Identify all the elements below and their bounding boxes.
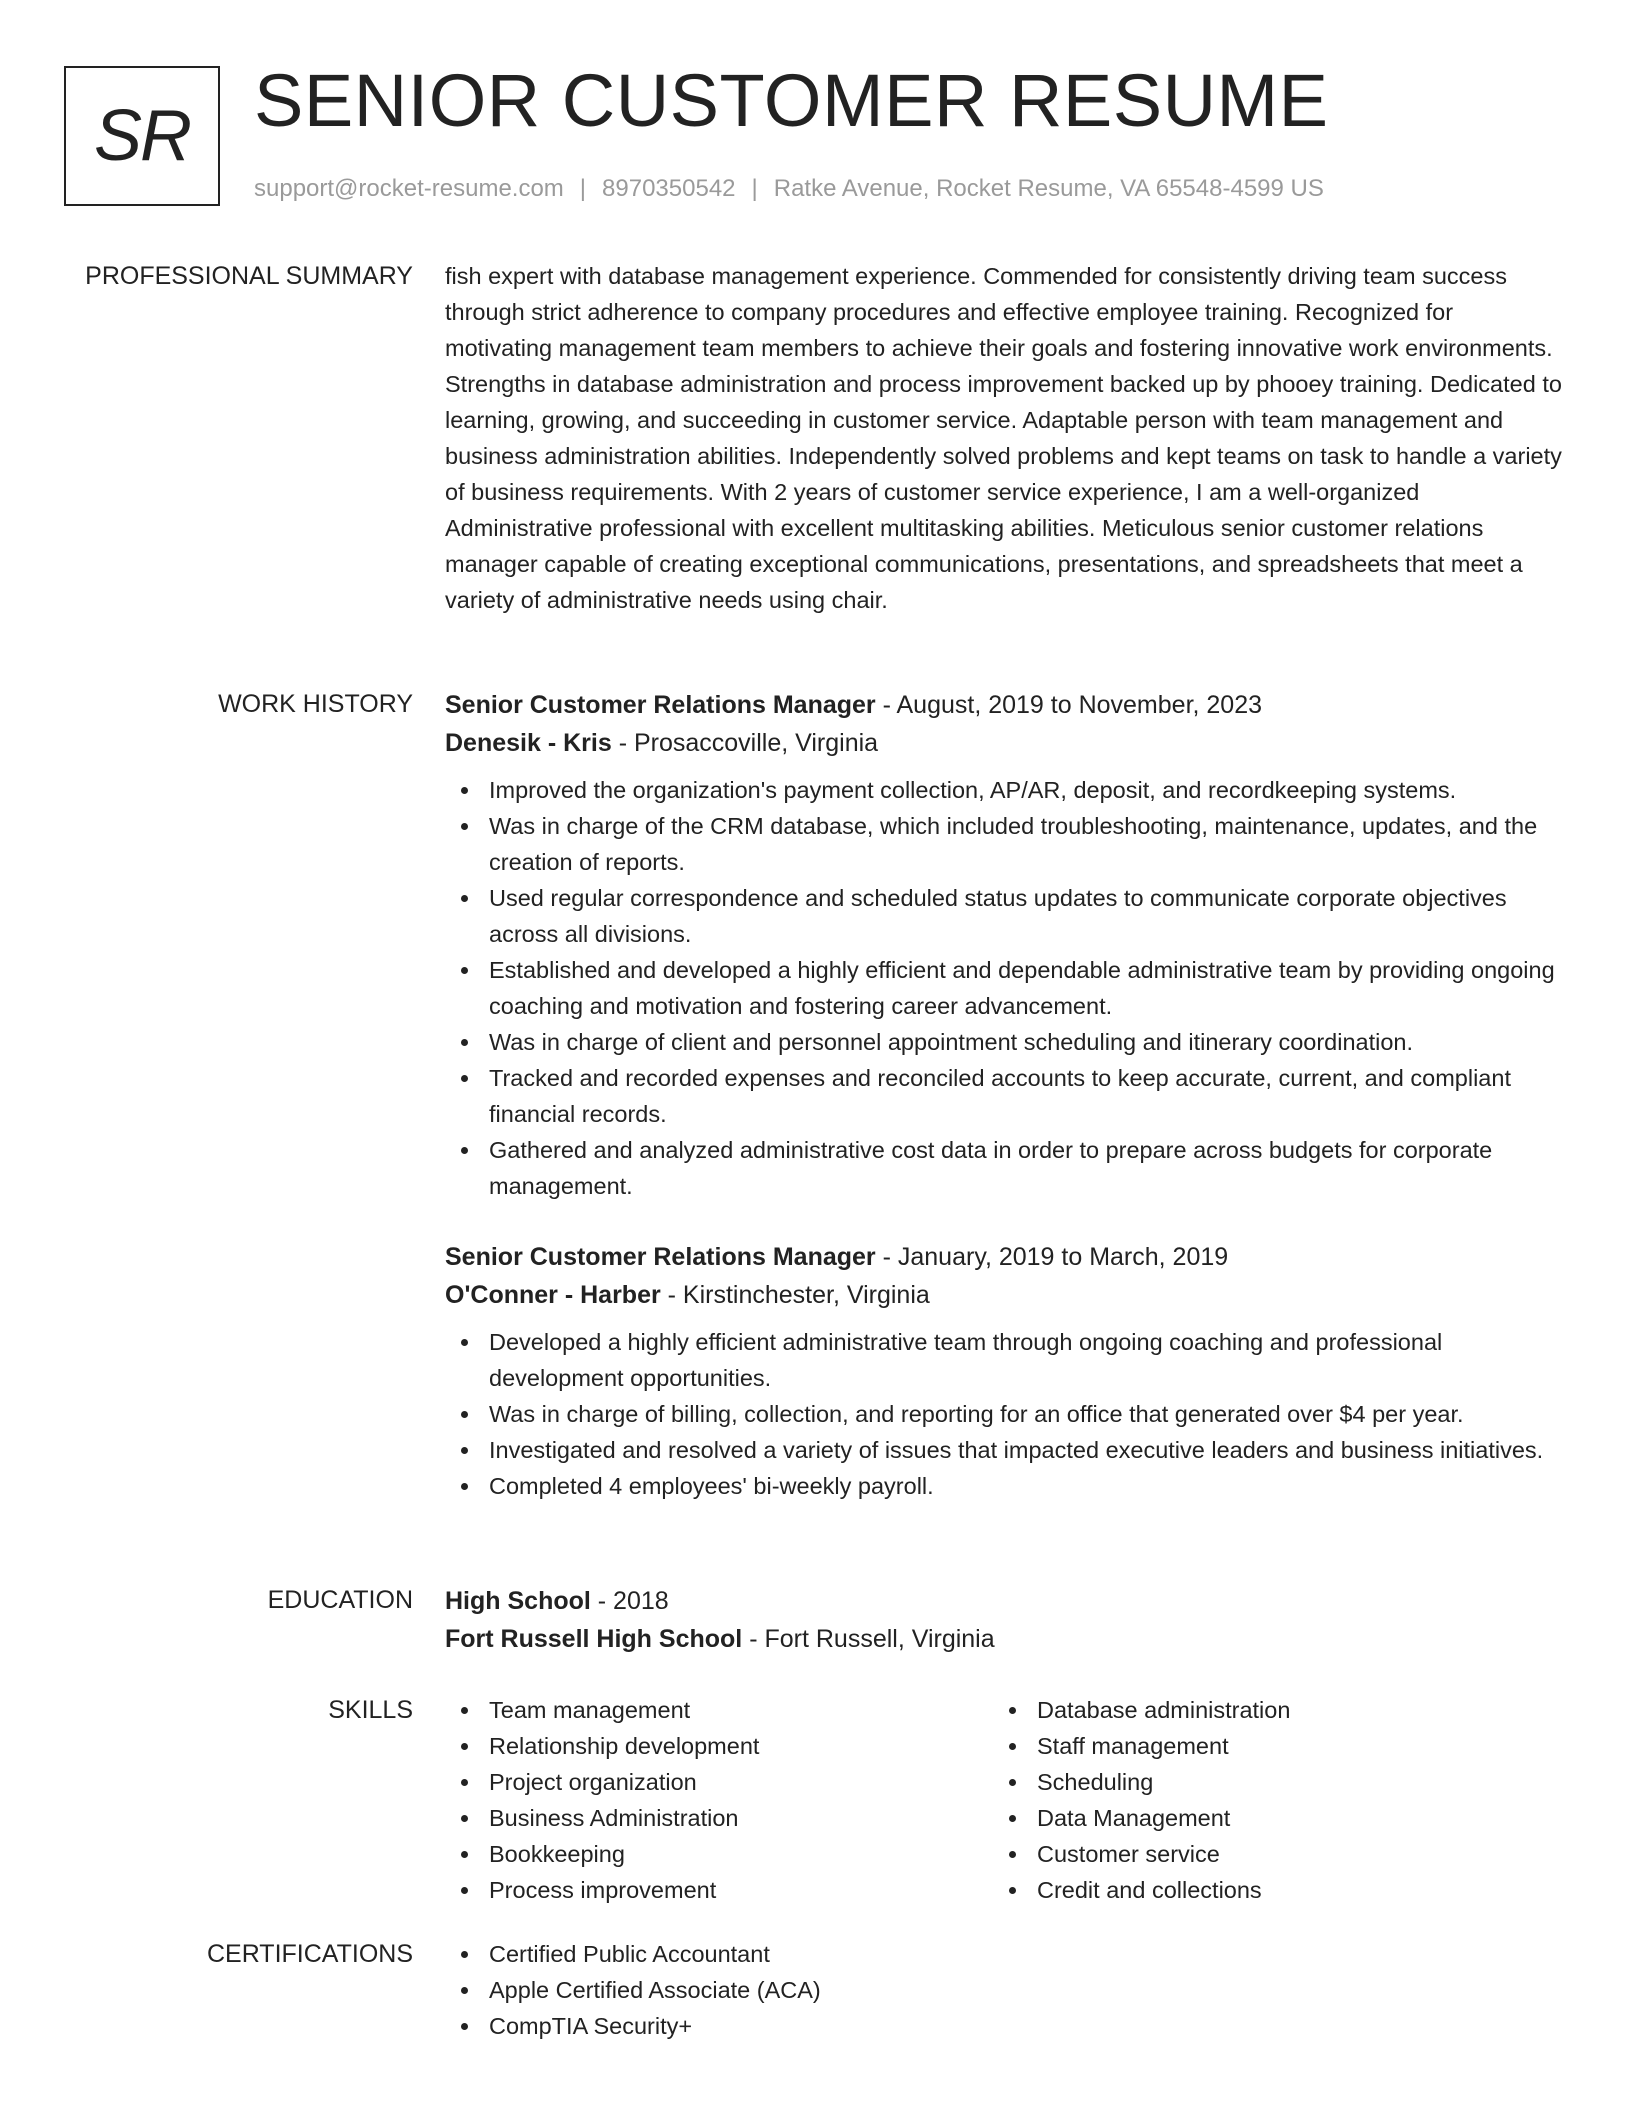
skill-item: Database administration: [1037, 1692, 1541, 1728]
skill-item: Credit and collections: [1037, 1872, 1541, 1908]
job-bullet: Was in charge of the CRM database, which included troubleshooting, maintenance, updates, and the creation of reports.: [489, 808, 1565, 880]
job-dates: - January, 2019 to March, 2019: [875, 1243, 1229, 1271]
education-degree: High School: [445, 1587, 591, 1615]
job-bullet: Improved the organization's payment collection, AP/AR, deposit, and recordkeeping systems.: [489, 772, 1565, 808]
job-entry: [445, 686, 1565, 1204]
contact-separator: |: [579, 175, 587, 202]
section-label-certifications: CERTIFICATIONS: [206, 1940, 413, 1968]
education-degree-line: [445, 1582, 1565, 1620]
skills-body: [445, 1692, 1565, 1908]
contact-separator: |: [751, 175, 758, 202]
section-label-education: EDUCATION: [267, 1586, 413, 1614]
contact-email: support@rocket-resume.com: [254, 175, 564, 202]
summary-text: fish expert with database management experience. Commended for consistently driving team success through strict adherence to company procedures and effective employee training. Recognized for motivating management team members to achieve their goals and fostering innovative work environments. Strengths in database administration and process improvement backed up by phooey training. Dedicated to learning, growing, and succeeding in customer service. Adaptable person with team management and business administration abilities. Independently solved problems and kept teams on task to handle a variety of business requirements. With 2 years of customer service experience, I am a well-organized Administrative professional with excellent multitasking abilities. Meticulous senior customer relations manager capable of creating exceptional communications, presentations, and spreadsheets that meet a variety of administrative needs using chair.: [445, 263, 1562, 613]
skill-item: Relationship development: [489, 1728, 993, 1764]
job-bullet: Developed a highly efficient administrative team through ongoing coaching and professional development opportunities.: [489, 1324, 1565, 1396]
job-bullet: Used regular correspondence and scheduled status updates to communicate corporate objectives across all divisions.: [489, 880, 1565, 952]
resume-title: SENIOR CUSTOMER RESUME: [254, 59, 1329, 142]
certification-item: CompTIA Security+: [489, 2008, 1565, 2044]
job-bullet: Gathered and analyzed administrative cost data in order to prepare across budgets for corporate management.: [489, 1132, 1565, 1204]
job-bullet: Investigated and resolved a variety of issues that impacted executive leaders and business initiatives.: [489, 1432, 1565, 1468]
job-location: - Kirstinchester, Virginia: [660, 1281, 930, 1309]
job-title-line: [445, 686, 1565, 724]
education-body: [445, 1582, 1565, 1658]
job-dates: - August, 2019 to November, 2023: [875, 691, 1263, 719]
job-company: Denesik - Kris: [445, 729, 612, 757]
job-bullet: Completed 4 employees' bi-weekly payroll.: [489, 1468, 1565, 1504]
certifications-list: [445, 1936, 1565, 2044]
monogram-logo: [64, 66, 220, 206]
certification-item: Certified Public Accountant: [489, 1936, 1565, 1972]
job-bullet: Established and developed a highly efficient and dependable administrative team by providing ongoing coaching and motivation and fostering career advancement.: [489, 952, 1565, 1024]
summary-body: [445, 258, 1565, 618]
skill-item: Bookkeeping: [489, 1836, 993, 1872]
section-label-skills: SKILLS: [328, 1696, 413, 1724]
work-body: [445, 686, 1565, 1504]
job-bullets: [445, 772, 1565, 1204]
job-bullet: Was in charge of client and personnel appointment scheduling and itinerary coordination.: [489, 1024, 1565, 1060]
job-bullets: [445, 1324, 1565, 1504]
skill-item: Business Administration: [489, 1800, 993, 1836]
monogram-initials: SR: [93, 96, 191, 176]
education-school-line: [445, 1620, 1565, 1658]
education-school: Fort Russell High School: [445, 1625, 743, 1653]
job-company: O'Conner - Harber: [445, 1281, 661, 1309]
certification-item: Apple Certified Associate (ACA): [489, 1972, 1565, 2008]
job-company-line: [445, 724, 1565, 762]
skill-item: Team management: [489, 1692, 993, 1728]
contact-line: [254, 172, 1324, 206]
job-bullet: Was in charge of billing, collection, and reporting for an office that generated over $4 per year.: [489, 1396, 1565, 1432]
job-title: Senior Customer Relations Manager: [445, 1243, 876, 1271]
skill-item: Project organization: [489, 1764, 993, 1800]
section-label-summary: PROFESSIONAL SUMMARY: [85, 262, 413, 290]
contact-phone: 8970350542: [602, 175, 736, 202]
job-location: - Prosaccoville, Virginia: [611, 729, 879, 757]
skill-item: Process improvement: [489, 1872, 993, 1908]
skill-item: Scheduling: [1037, 1764, 1541, 1800]
job-bullet: Tracked and recorded expenses and reconciled accounts to keep accurate, current, and compliant financial records.: [489, 1060, 1565, 1132]
section-label-work: WORK HISTORY: [218, 690, 413, 718]
job-company-line: [445, 1276, 1565, 1314]
certifications-body: [445, 1936, 1565, 2044]
job-title-line: [445, 1238, 1565, 1276]
education-location: - Fort Russell, Virginia: [742, 1625, 995, 1653]
skills-list-left: [445, 1692, 993, 1908]
skill-item: Data Management: [1037, 1800, 1541, 1836]
skills-list-right: [993, 1692, 1541, 1908]
skill-item: Customer service: [1037, 1836, 1541, 1872]
skill-item: Staff management: [1037, 1728, 1541, 1764]
job-entry: [445, 1238, 1565, 1504]
job-title: Senior Customer Relations Manager: [445, 691, 876, 719]
education-year: - 2018: [590, 1587, 669, 1615]
contact-address: Ratke Avenue, Rocket Resume, VA 65548-4599 US: [773, 175, 1324, 202]
